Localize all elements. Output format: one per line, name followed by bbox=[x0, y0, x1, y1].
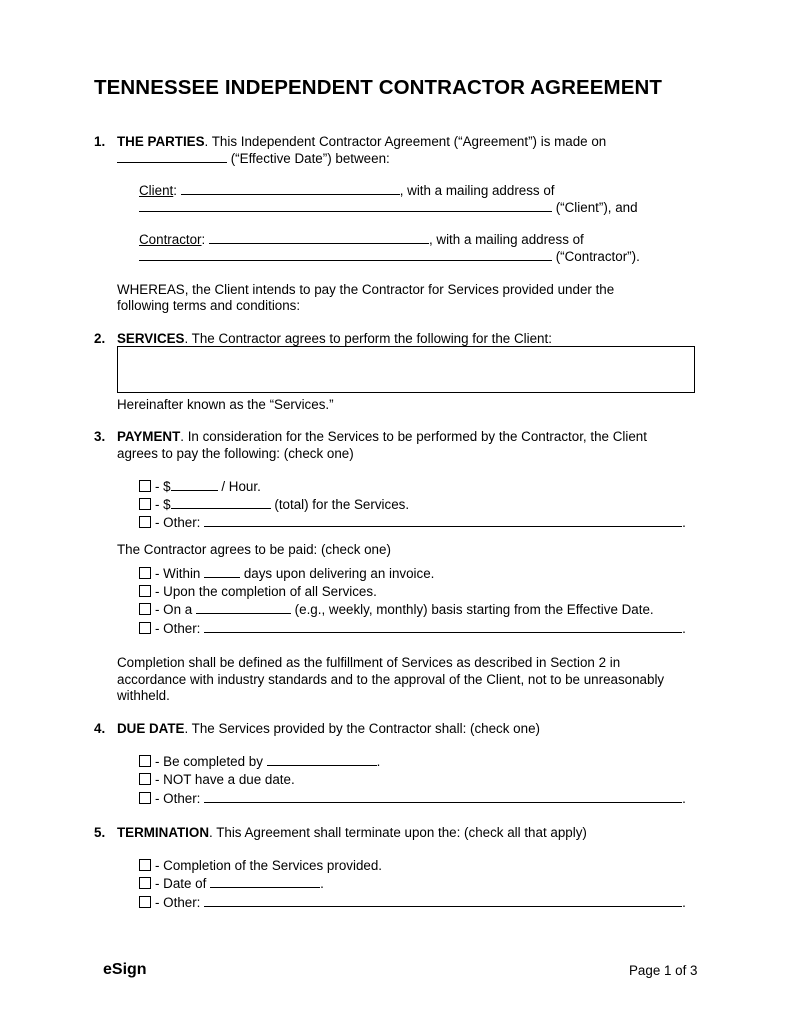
section-5-heading: TERMINATION bbox=[117, 825, 209, 840]
section-4-heading: DUE DATE bbox=[117, 721, 185, 736]
due-date-field[interactable] bbox=[267, 753, 377, 766]
services-hereinafter: Hereinafter known as the “Services.” bbox=[117, 397, 334, 412]
paid-within-option bbox=[155, 565, 434, 582]
paid-basis-checkbox[interactable] bbox=[139, 603, 151, 615]
client-address-label: , with a mailing address of bbox=[399, 183, 555, 198]
term-completion-option: - Completion of the Services provided. bbox=[155, 858, 383, 873]
due-other-option: - Other: . bbox=[155, 791, 686, 806]
section-1-number: 1. bbox=[94, 134, 106, 149]
payment-other-field[interactable] bbox=[204, 514, 682, 527]
due-other-checkbox[interactable] bbox=[139, 792, 151, 804]
document-title: TENNESSEE INDEPENDENT CONTRACTOR AGREEMENT bbox=[94, 76, 662, 99]
contractor-address-label: , with a mailing address of bbox=[428, 232, 584, 247]
paid-within-suffix: days upon delivering an invoice. bbox=[240, 566, 435, 581]
section-3-text: . In consideration for the Services to be performed by the Contractor, the Client bbox=[180, 429, 647, 444]
term-other-option: - Other: . bbox=[155, 895, 686, 910]
esign-logo: eSign bbox=[103, 961, 147, 978]
payment-hour-prefix: - $ bbox=[155, 479, 171, 494]
payment-other-label: - Other: bbox=[155, 515, 205, 530]
term-other-checkbox[interactable] bbox=[139, 896, 151, 908]
contractor-label: Contractor bbox=[139, 232, 202, 247]
section-3-number: 3. bbox=[94, 429, 106, 444]
whereas-line-2: following terms and conditions: bbox=[117, 298, 301, 313]
completion-line-3: withheld. bbox=[117, 688, 170, 703]
completion-line-1: Completion shall be defined as the fulfillment of Services as described in Section 2 in bbox=[117, 655, 621, 670]
paid-other-checkbox[interactable] bbox=[139, 622, 151, 634]
due-other-label: - Other: bbox=[155, 791, 205, 806]
payment-hour-suffix: / Hour. bbox=[217, 479, 261, 494]
section-3-line-1 bbox=[117, 428, 647, 445]
section-3-heading: PAYMENT bbox=[117, 429, 181, 444]
paid-basis-option bbox=[155, 601, 654, 618]
section-1-text-2: (“Effective Date”) between: bbox=[227, 151, 390, 166]
section-1-heading: THE PARTIES bbox=[117, 134, 205, 149]
payment-other-checkbox[interactable] bbox=[139, 516, 151, 528]
section-2-number: 2. bbox=[94, 331, 106, 346]
contractor-address-field[interactable] bbox=[139, 248, 552, 261]
client-tail: (“Client”), and bbox=[552, 200, 638, 215]
paid-intro: The Contractor agrees to be paid: (check one) bbox=[117, 542, 391, 557]
term-date-label: - Date of bbox=[155, 876, 211, 891]
payment-hour-checkbox[interactable] bbox=[139, 480, 151, 492]
section-1-text: . This Independent Contractor Agreement (“Agreement”) is made on bbox=[204, 134, 607, 149]
paid-within-prefix: - Within bbox=[155, 566, 205, 581]
paid-completion-checkbox[interactable] bbox=[139, 585, 151, 597]
section-5-line bbox=[117, 824, 587, 841]
term-completion-checkbox[interactable] bbox=[139, 859, 151, 871]
term-other-label: - Other: bbox=[155, 895, 205, 910]
section-1-line-1 bbox=[117, 133, 606, 150]
paid-within-days-field[interactable] bbox=[204, 565, 240, 578]
paid-completion-option: - Upon the completion of all Services. bbox=[155, 584, 377, 599]
paid-other-label: - Other: bbox=[155, 621, 205, 636]
section-4-number: 4. bbox=[94, 721, 106, 736]
section-1-line-2 bbox=[117, 150, 390, 167]
section-4-line bbox=[117, 720, 540, 737]
section-3-line-2: agrees to pay the following: (check one) bbox=[117, 446, 354, 461]
section-4-text: . The Services provided by the Contractor shall: (check one) bbox=[184, 721, 540, 736]
paid-other-option: - Other: . bbox=[155, 621, 686, 636]
client-label: Client bbox=[139, 183, 174, 198]
whereas-line-1: WHEREAS, the Client intends to pay the Contractor for Services provided under the bbox=[117, 282, 615, 297]
contractor-line: Contractor: , with a mailing address of bbox=[139, 232, 584, 247]
hourly-rate-field[interactable] bbox=[171, 478, 218, 491]
contractor-tail: (“Contractor”). bbox=[552, 249, 640, 264]
payment-total-suffix: (total) for the Services. bbox=[270, 497, 410, 512]
effective-date-field[interactable] bbox=[117, 150, 227, 163]
paid-basis-prefix: - On a bbox=[155, 602, 196, 617]
section-2-text: . The Contractor agrees to perform the following for the Client: bbox=[184, 331, 552, 346]
client-line: Client: , with a mailing address of bbox=[139, 183, 555, 198]
client-address-field[interactable] bbox=[139, 199, 552, 212]
term-date-checkbox[interactable] bbox=[139, 877, 151, 889]
no-due-date-option: - NOT have a due date. bbox=[155, 772, 295, 787]
term-date-option: - Date of . bbox=[155, 876, 324, 891]
payment-other-option: - Other: . bbox=[155, 515, 686, 530]
section-5-text: . This Agreement shall terminate upon the: (check all that apply) bbox=[209, 825, 587, 840]
paid-basis-suffix: (e.g., weekly, monthly) basis starting from the Effective Date. bbox=[290, 602, 654, 617]
due-by-checkbox[interactable] bbox=[139, 755, 151, 767]
total-amount-field[interactable] bbox=[171, 496, 271, 509]
due-by-label: - Be completed by bbox=[155, 754, 267, 769]
services-description-box[interactable] bbox=[117, 346, 695, 393]
client-address-line bbox=[139, 199, 638, 216]
page-number: Page 1 of 3 bbox=[629, 963, 698, 978]
contractor-name-field[interactable] bbox=[209, 231, 429, 244]
due-by-option: - Be completed by . bbox=[155, 754, 381, 769]
no-due-date-checkbox[interactable] bbox=[139, 773, 151, 785]
section-2-line bbox=[117, 330, 552, 347]
section-5-number: 5. bbox=[94, 825, 106, 840]
section-2-heading: SERVICES bbox=[117, 331, 185, 346]
payment-total-checkbox[interactable] bbox=[139, 498, 151, 510]
paid-other-field[interactable] bbox=[204, 620, 682, 633]
contractor-address-line bbox=[139, 248, 640, 265]
payment-total-prefix: - $ bbox=[155, 497, 171, 512]
client-name-field[interactable] bbox=[181, 182, 400, 195]
due-other-field[interactable] bbox=[204, 790, 682, 803]
payment-hour-option bbox=[155, 478, 261, 495]
term-other-field[interactable] bbox=[204, 894, 682, 907]
paid-within-checkbox[interactable] bbox=[139, 567, 151, 579]
payment-total-option bbox=[155, 496, 409, 513]
completion-line-2: accordance with industry standards and to the approval of the Client, not to be unreasonably bbox=[117, 672, 665, 687]
term-date-field[interactable] bbox=[210, 875, 320, 888]
paid-basis-field[interactable] bbox=[196, 601, 291, 614]
